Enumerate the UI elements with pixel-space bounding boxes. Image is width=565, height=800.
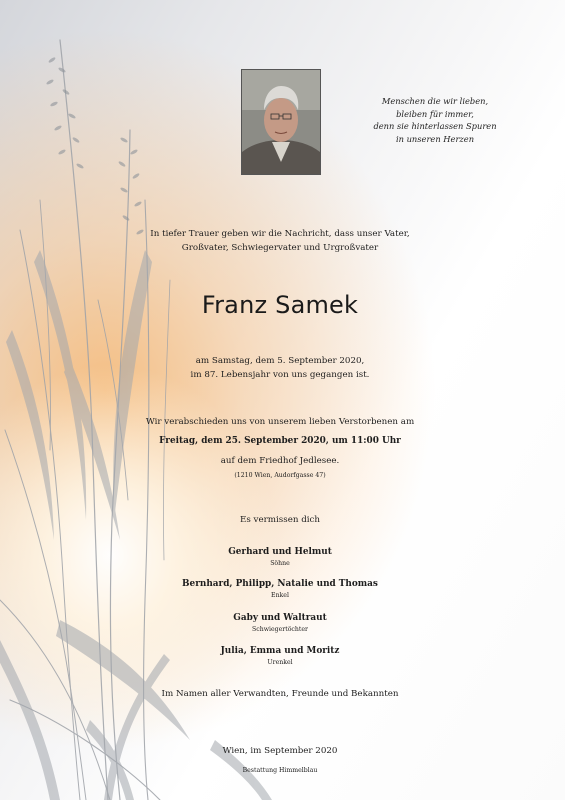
- mourner-group: [130, 612, 430, 634]
- undertaker: Bestattung Himmelblau: [242, 767, 318, 774]
- mourner-relation: Enkel: [271, 592, 289, 599]
- announcement-intro: [130, 228, 430, 255]
- quote-line: denn sie hinterlassen Spuren: [373, 121, 497, 131]
- funeral-place: auf dem Friedhof Jedlesee.: [220, 456, 340, 466]
- death-details: [130, 355, 430, 382]
- quote-line: in unseren Herzen: [395, 133, 475, 144]
- mourner-names: Gaby und Waltraut: [233, 613, 327, 623]
- quote-line: bleiben für immer,: [396, 108, 474, 119]
- death-date-line: am Samstag, dem 5. September 2020,: [195, 356, 365, 366]
- mourner-group: [130, 578, 430, 600]
- mourner-group: [130, 645, 430, 667]
- farewell-intro: Wir verabschieden uns von unserem lieben Verstorbenen am: [145, 417, 415, 427]
- relatives-line: Im Namen aller Verwandten, Freunde und Bekannten: [161, 689, 399, 699]
- deceased-name: Franz Samek: [201, 291, 359, 319]
- mourner-names: Bernhard, Philipp, Natalie und Thomas: [182, 579, 378, 589]
- age-line: im 87. Lebensjahr von uns gegangen ist.: [190, 369, 370, 380]
- mourner-names: Gerhard und Helmut: [228, 547, 332, 557]
- quote-line: Menschen die wir lieben,: [381, 96, 489, 106]
- place-date: Wien, im September 2020: [222, 746, 338, 756]
- intro-line: Großvater, Schwiegervater und Urgroßvater: [181, 242, 379, 253]
- portrait-photo: [241, 69, 321, 175]
- memorial-quote: [355, 95, 515, 145]
- funeral-date: Freitag, dem 25. September 2020, um 11:00 Uhr: [159, 436, 401, 446]
- funeral-address: (1210 Wien, Audorfgasse 47): [234, 472, 326, 479]
- intro-line: In tiefer Trauer geben wir die Nachricht, dass unser Vater,: [150, 229, 410, 239]
- mourner-names: Julia, Emma und Moritz: [220, 646, 340, 656]
- mourner-relation: Söhne: [270, 560, 290, 567]
- mourner-relation: Schwiegertöchter: [252, 626, 308, 633]
- mourner-relation: Urenkel: [267, 659, 293, 666]
- mourner-group: [130, 546, 430, 568]
- missing-text: Es vermissen dich: [240, 515, 320, 525]
